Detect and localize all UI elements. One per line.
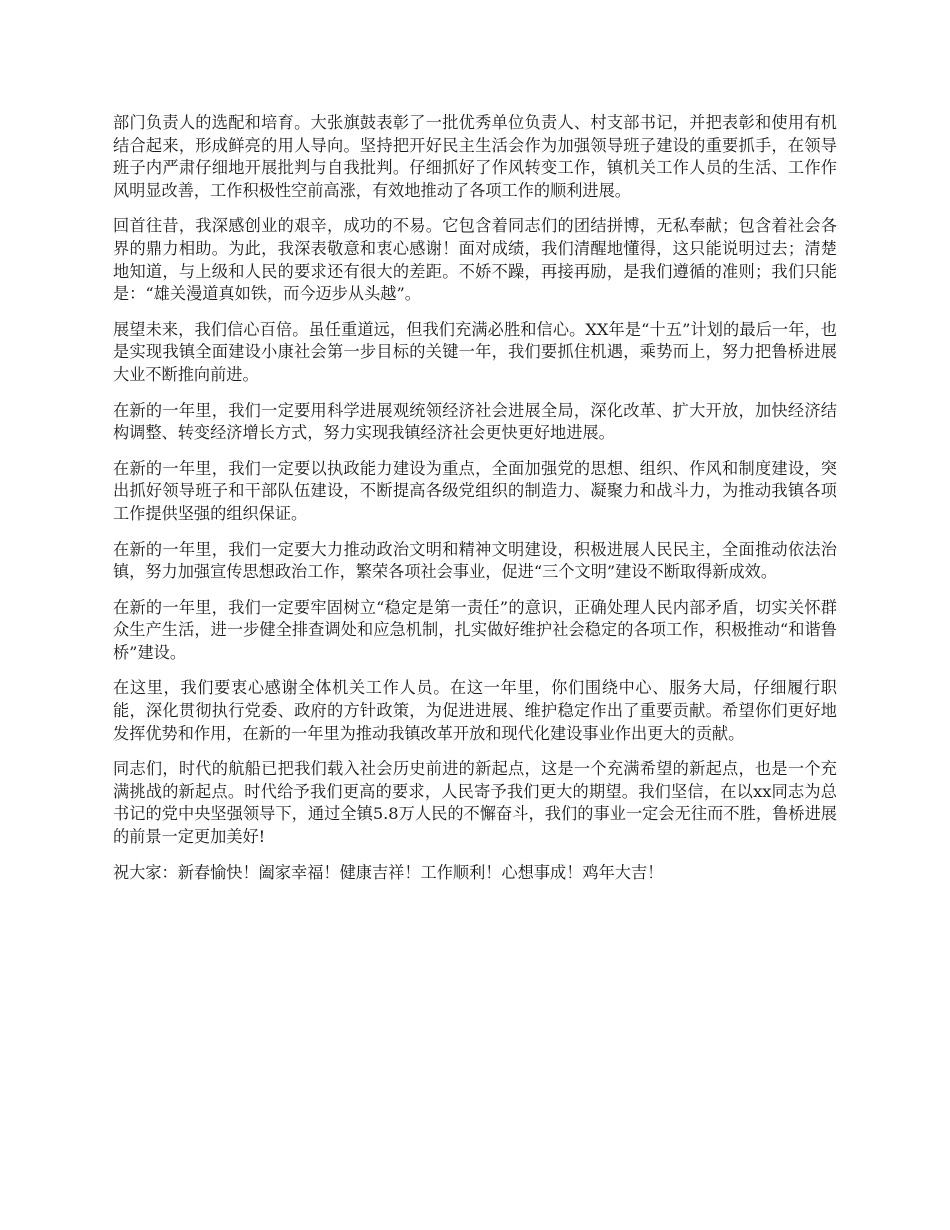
paragraph-social-stability: 在新的一年里，我们一定要牢固树立“稳定是第一责任”的意识，正确处理人民内部矛盾，切实关怀群众生产生活，进一步健全排查调处和应急机制，扎实做好维护社会稳定的各项工作，积极推动“和谐鲁桥”建设。 — [113, 597, 837, 662]
paragraph-cadre-selection: 部门负责人的选配和培育。大张旗鼓表彰了一批优秀单位负责人、村支部书记，并把表彰和使用有机结合起来，形成鲜亮的用人导向。坚持把开好民主生活会作为加强领导班子建设的重要抓手，在领导班子内严肃仔细地开展批判与自我批判。仔细抓好了作风转变工作，镇机关工作人员的生活、工作作风明显改善，工作积极性空前高涨，有效地推动了各项工作的顺利进展。 — [113, 113, 837, 200]
document-body — [113, 112, 837, 897]
paragraph-economic-development: 在新的一年里，我们一定要用科学进展观统领经济社会进展全局，深化改革、扩大开放，加快经济结构调整、转变经济增长方式，努力实现我镇经济社会更快更好地进展。 — [113, 400, 837, 443]
paragraph-new-year-wishes: 祝大家：新春愉快！阖家幸福！健康吉祥！工作顺利！心想事成！鸡年大吉！ — [113, 862, 664, 882]
paragraph-party-building: 在新的一年里，我们一定要以执政能力建设为重点，全面加强党的思想、组织、作风和制度建设，突出抓好领导班子和干部队伍建设，不断提高各级党组织的制造力、凝聚力和战斗力，为推动我镇各项工作提供坚强的组织保证。 — [113, 458, 837, 523]
paragraph-civilization-building: 在新的一年里，我们一定要大力推动政治文明和精神文明建设，积极进展人民民主，全面推动依法治镇，努力加强宣传思想政治工作，繁荣各项社会事业，促进“三个文明”建设不断取得新成效。 — [113, 539, 837, 582]
paragraph-looking-back: 回首往昔，我深感创业的艰辛，成功的不易。它包含着同志们的团结拼博，无私奉献；包含着社会各界的鼎力相助。为此，我深表敬意和衷心感谢！面对成绩，我们清醒地懂得，这只能说明过去；清楚地知道，与上级和人民的要求还有很大的差距。不娇不躁，再接再励，是我们遵循的准则；我们只能是：“雄关漫道真如铁，而今迈步从头越”。 — [113, 216, 837, 304]
paragraph-new-starting-point: 同志们，时代的航船已把我们载入社会历史前进的新起点，这是一个充满希望的新起点，也是一个充满挑战的新起点。时代给予我们更高的要求，人民寄予我们更大的期望。我们坚信，在以xx同志为总书记的党中央坚强领导下，通过全镇5.8万人民的不懈奋斗，我们的事业一定会无往而不胜，鲁桥进展的前景一定更加美好! — [113, 759, 837, 847]
paragraph-looking-forward: 展望未来，我们信心百倍。虽任重道远，但我们充满必胜和信心。XX年是“十五”计划的最后一年，也是实现我镇全面建设小康社会第一步目标的关键一年，我们要抓住机遇，乘势而上，努力把鲁桥进展大业不断推向前进。 — [113, 319, 837, 384]
paragraph-thanks-staff: 在这里，我们要衷心感谢全体机关工作人员。在这一年里，你们围绕中心、服务大局，仔细履行职能，深化贯彻执行党委、政府的方针政策，为促进进展、维护稳定作出了重要贡献。希望你们更好地发挥优势和作用，在新的一年里为推动我镇改革开放和现代化建设事业作出更大的贡献。 — [113, 678, 837, 743]
